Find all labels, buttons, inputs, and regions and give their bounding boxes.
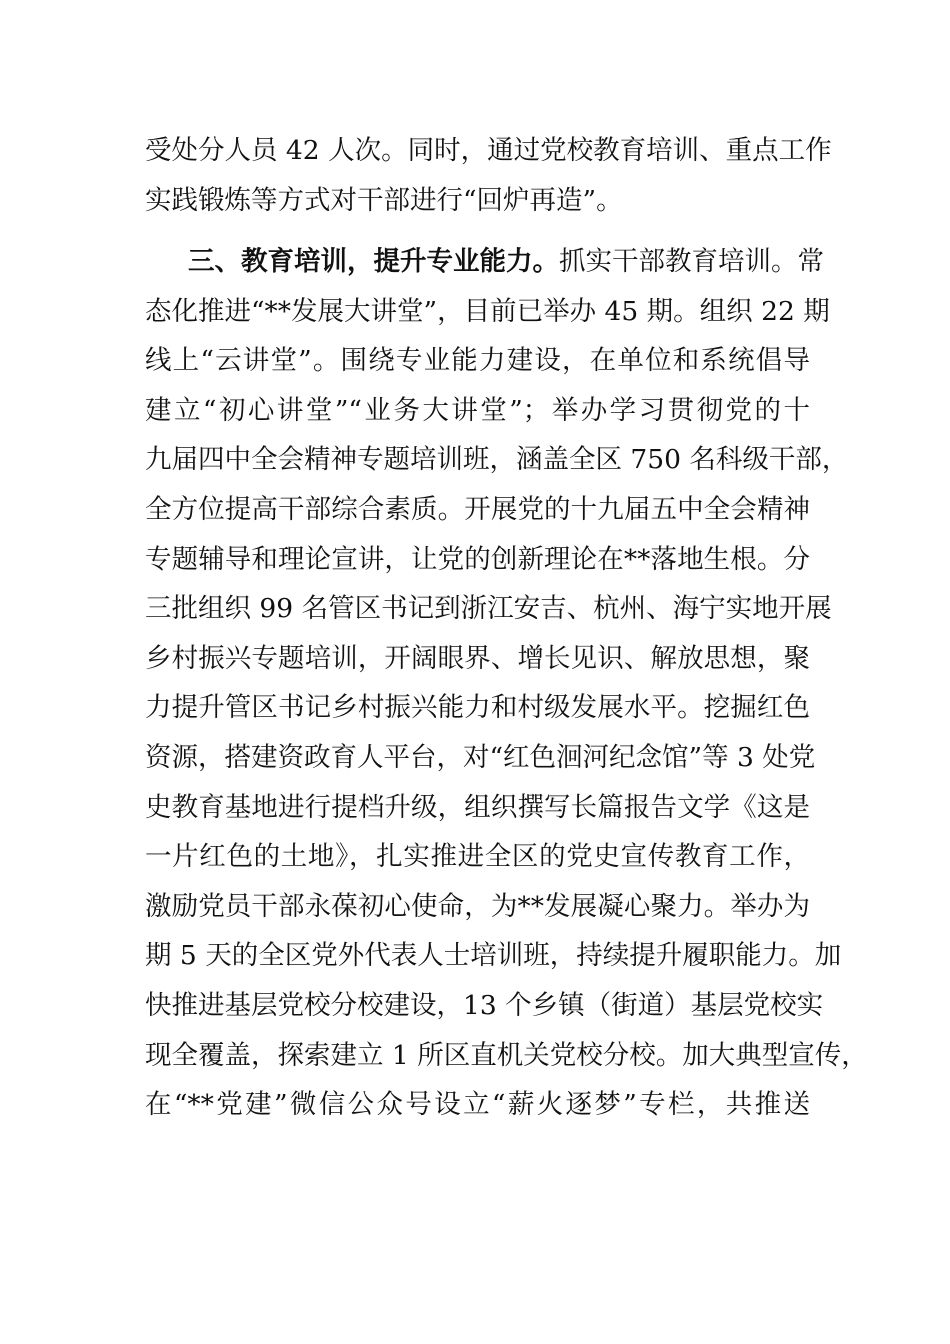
paragraph-line: 激励党员干部永葆初心使命，为**发展凝心聚力。举办为 [145, 890, 810, 922]
paragraph-line: 三批组织 99 名管区书记到浙江安吉、杭州、海宁实地开展 [145, 593, 832, 625]
paragraph-line: 受处分人员 42 人次。同时，通过党校教育培训、重点工作 [145, 135, 832, 166]
paragraph-line: 实践锻炼等方式对干部进行“回炉再造”。 [145, 184, 623, 216]
paragraph-line: 九届四中全会精神专题培训班，涵盖全区 750 名科级干部， [145, 444, 849, 476]
paragraph-2 [145, 237, 868, 1130]
paragraph-line: 一片红色的土地》，扎实推进全区的党史宣传教育工作， [145, 841, 810, 873]
paragraph-line: 资源，搭建资政育人平台，对“红色洄河纪念馆”等 3 处党 [145, 741, 816, 773]
paragraph-line: 线上“云讲堂”。围绕专业能力建设，在单位和系统倡导 [145, 345, 810, 377]
paragraph-line: 快推进基层党校分校建设，13 个乡镇（街道）基层党校实 [145, 989, 824, 1021]
paragraph-line: 现全覆盖，探索建立 1 所区直机关党校分校。加大典型宣传， [145, 1039, 868, 1071]
paragraph-line: 建立“初心讲堂”“业务大讲堂”；举办学习贯彻党的十 [145, 394, 810, 426]
paragraph-line-rest: 抓实干部教育培训。常 [559, 246, 824, 277]
paragraph-line: 期 5 天的全区党外代表人士培训班，持续提升履职能力。加 [145, 940, 842, 972]
paragraph-line: 在“**党建”微信公众号设立“薪火逐梦”专栏，共推送 [145, 1089, 810, 1121]
section-heading: 三、教育培训，提升专业能力。 [188, 246, 559, 277]
paragraph-1 [145, 126, 832, 225]
paragraph-line: 乡村振兴专题培训，开阔眼界、增长见识、解放思想，聚 [145, 642, 810, 674]
paragraph-line: 专题辅导和理论宣讲，让党的创新理论在**落地生根。分 [145, 543, 810, 575]
paragraph-first-line [145, 237, 824, 287]
paragraph-line: 全方位提高干部综合素质。开展党的十九届五中全会精神 [145, 493, 810, 525]
paragraph-line: 史教育基地进行提档升级，组织撰写长篇报告文学《这是 [145, 791, 810, 823]
paragraph-line: 态化推进“**发展大讲堂”，目前已举办 45 期。组织 22 期 [145, 295, 830, 327]
paragraph-line: 力提升管区书记乡村振兴能力和村级发展水平。挖掘红色 [145, 692, 810, 724]
